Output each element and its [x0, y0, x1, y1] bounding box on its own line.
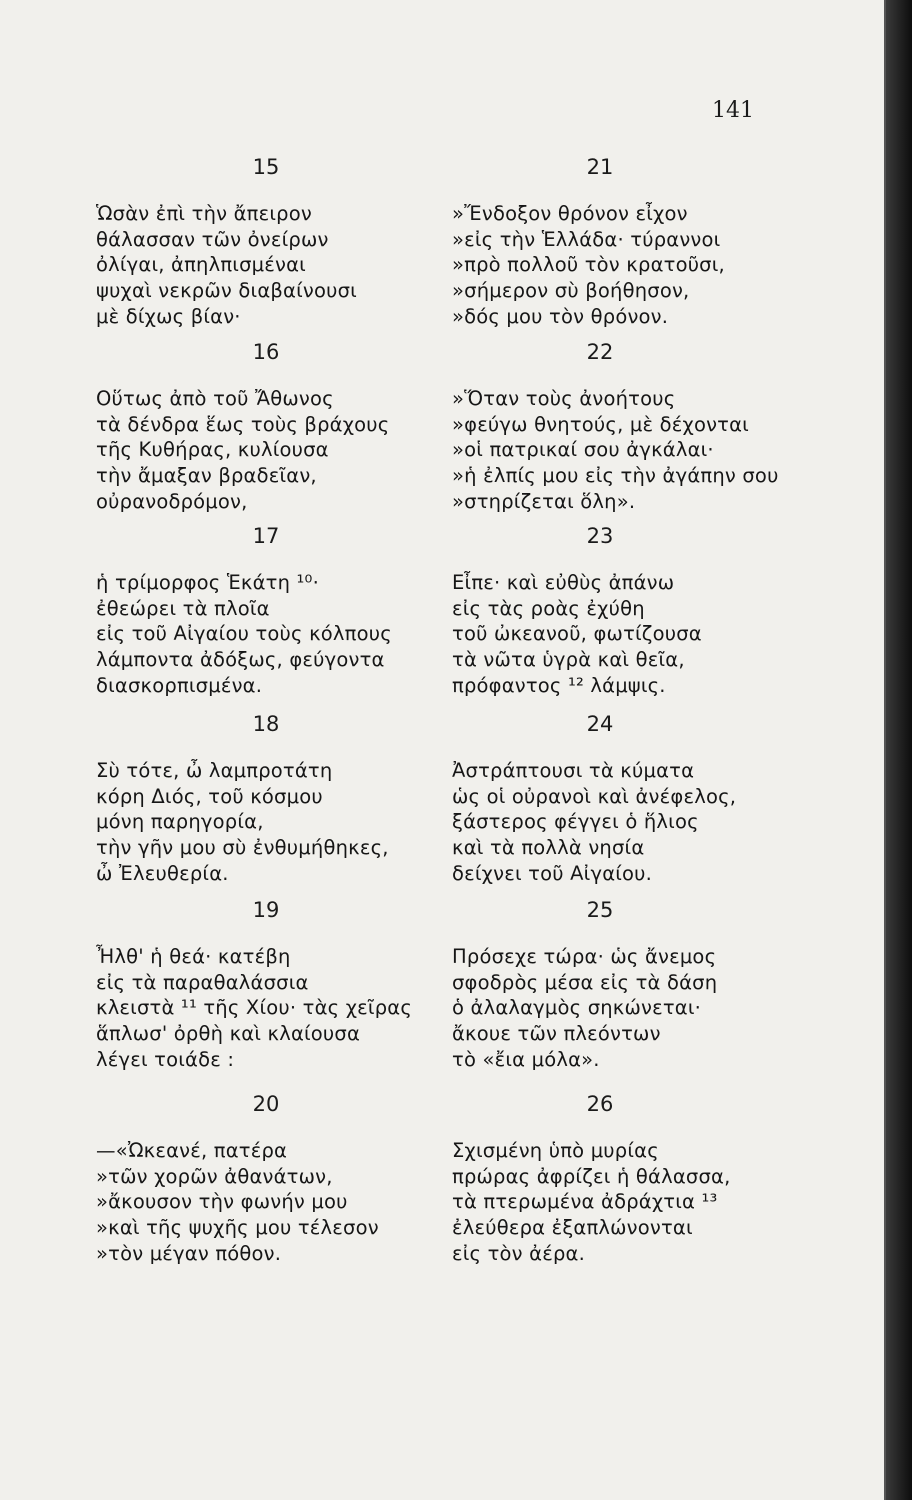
verse-line: ὁ ἀλαλαγμὸς σηκώνεται·: [452, 996, 702, 1020]
stanza-lines: [96, 201, 357, 330]
page-number: 141: [712, 98, 754, 123]
stanza-lines: [452, 1138, 730, 1267]
verse-line: τὰ δένδρα ἕως τοὺς βράχους: [96, 412, 390, 436]
stanza-lines: [452, 758, 736, 887]
stanza-number: 21: [586, 155, 614, 179]
verse-line: διασκορπισμένα.: [96, 673, 263, 697]
verse-line: »στηρίζεται ὅλη».: [452, 489, 636, 513]
verse-line: Πρόσεχε τώρα· ὡς ἄνεμος: [452, 945, 717, 968]
stanza-number: 26: [586, 1092, 614, 1116]
verse-line: οὐρανοδρόμον,: [96, 489, 248, 513]
stanza-number: 24: [586, 712, 614, 736]
verse-line: πρώρας ἀφρίζει ἡ θάλασσα,: [452, 1164, 731, 1188]
stanza-number: 20: [252, 1092, 280, 1116]
verse-line: καὶ τὰ πολλὰ νησία: [452, 836, 645, 860]
verse-line: Σὺ τότε, ὦ λαμπροτάτη: [96, 759, 333, 782]
stanza-number: 16: [252, 340, 280, 364]
verse-line: »Ἔνδοξον θρόνον εἶχον: [452, 202, 688, 225]
verse-line: »σήμερον σὺ βοήθησον,: [452, 279, 690, 303]
verse-line: »τῶν χορῶν ἀθανάτων,: [96, 1164, 333, 1188]
verse-line: λέγει τοιάδε :: [96, 1047, 235, 1071]
verse-line: Ὡσὰν ἐπὶ τὴν ἄπειρον: [96, 202, 312, 225]
verse-line: τοῦ ὠκεανοῦ, φωτίζουσα: [452, 622, 702, 646]
verse-line: »δός μου τὸν θρόνον.: [452, 304, 669, 328]
verse-line: δείχνει τοῦ Αἰγαίου.: [452, 861, 653, 885]
stanza-lines: [452, 386, 779, 515]
verse-line: Οὕτως ἀπὸ τοῦ Ἄθωνος: [96, 387, 334, 410]
stanza-lines: [452, 570, 702, 699]
verse-line: μὲ δίχως βίαν·: [96, 304, 241, 328]
page-edge: [886, 0, 912, 1500]
stanza-number: 19: [252, 898, 280, 922]
verse-line: »οἱ πατρικαί σου ἀγκάλαι·: [452, 438, 714, 462]
verse-line: »καὶ τῆς ψυχῆς μου τέλεσον: [96, 1216, 379, 1240]
verse-line: εἰς τὸν ἀέρα.: [452, 1241, 585, 1265]
verse-line: »τὸν μέγαν πόθον.: [96, 1241, 282, 1265]
stanza-number: 15: [252, 155, 280, 179]
verse-line: ἐλεύθερα ἐξαπλώνονται: [452, 1216, 693, 1240]
verse-line: Εἶπε· καὶ εὐθὺς ἀπάνω: [452, 571, 675, 594]
stanza-lines: [452, 944, 717, 1073]
verse-line: ὡς οἱ οὐρανοὶ καὶ ἀνέφελος,: [452, 784, 737, 808]
verse-line: τὸ «ἔια μόλα».: [452, 1047, 600, 1071]
verse-line: εἰς τοῦ Αἰγαίου τοὺς κόλπους: [96, 622, 392, 646]
verse-line: τὰ νῶτα ὑγρὰ καὶ θεῖα,: [452, 648, 685, 672]
verse-line: —«Ὠκεανέ, πατέρα: [96, 1139, 288, 1162]
verse-line: μόνη παρηγορία,: [96, 810, 264, 834]
verse-line: »εἰς τὴν Ἑλλάδα· τύραννοι: [452, 227, 721, 251]
verse-line: θάλασσαν τῶν ὀνείρων: [96, 227, 329, 251]
stanza-number: 23: [586, 524, 614, 548]
verse-line: κλειστὰ ¹¹ τῆς Χίου· τὰς χεῖρας: [96, 996, 412, 1020]
stanza-number: 17: [252, 524, 280, 548]
verse-line: κόρη Διός, τοῦ κόσμου: [96, 784, 323, 808]
stanza-number: 18: [252, 712, 280, 736]
stanza-lines: [452, 201, 725, 330]
verse-line: Σχισμένη ὑπὸ μυρίας: [452, 1139, 659, 1162]
verse-line: ἡ τρίμορφος Ἑκάτη ¹⁰·: [96, 571, 319, 594]
stanza-number: 25: [586, 898, 614, 922]
verse-line: ἄκουε τῶν πλεόντων: [452, 1022, 661, 1046]
verse-line: λάμποντα ἀδόξως, φεύγοντα: [96, 648, 385, 672]
verse-line: τὰ πτερωμένα ἀδράχτια ¹³: [452, 1190, 718, 1214]
verse-line: ξάστερος φέγγει ὁ ἥλιος: [452, 810, 699, 834]
verse-line: ἐθεώρει τὰ πλοῖα: [96, 596, 270, 620]
verse-line: ὦ Ἐλευθερία.: [96, 861, 229, 885]
verse-line: »φεύγω θνητούς, μὲ δέχονται: [452, 412, 749, 436]
verse-line: εἰς τὰ παραθαλάσσια: [96, 970, 309, 994]
verse-line: Ἀστράπτουσι τὰ κύματα: [452, 759, 695, 782]
verse-line: τὴν ἄμαξαν βραδεῖαν,: [96, 464, 317, 488]
verse-line: ἅπλωσ' ὀρθὴ καὶ κλαίουσα: [96, 1022, 361, 1046]
verse-line: τῆς Κυθήρας, κυλίουσα: [96, 438, 329, 462]
stanza-lines: [96, 570, 392, 699]
stanza-lines: [96, 1138, 379, 1267]
verse-line: »Ὅταν τοὺς ἀνοήτους: [452, 387, 676, 410]
verse-line: Ἦλθ' ἡ θεά· κατέβη: [96, 945, 291, 968]
verse-line: ψυχαὶ νεκρῶν διαβαίνουσι: [96, 279, 357, 303]
stanza-lines: [96, 944, 412, 1073]
verse-line: σφοδρὸς μέσα εἰς τὰ δάση: [452, 970, 718, 994]
stanza-lines: [96, 758, 389, 887]
verse-line: ὀλίγαι, ἀπηλπισμέναι: [96, 253, 306, 277]
verse-line: »πρὸ πολλοῦ τὸν κρατοῦσι,: [452, 253, 725, 277]
verse-line: »ἄκουσον τὴν φωνήν μου: [96, 1190, 348, 1214]
verse-line: τὴν γῆν μου σὺ ἐνθυμήθηκες,: [96, 836, 389, 860]
stanza-lines: [96, 386, 389, 515]
verse-line: πρόφαντος ¹² λάμψις.: [452, 673, 666, 697]
verse-line: »ἡ ἐλπίς μου εἰς τὴν ἀγάπην σου: [452, 464, 779, 488]
verse-line: εἰς τὰς ροὰς ἐχύθη: [452, 596, 645, 620]
stanza-number: 22: [586, 340, 614, 364]
